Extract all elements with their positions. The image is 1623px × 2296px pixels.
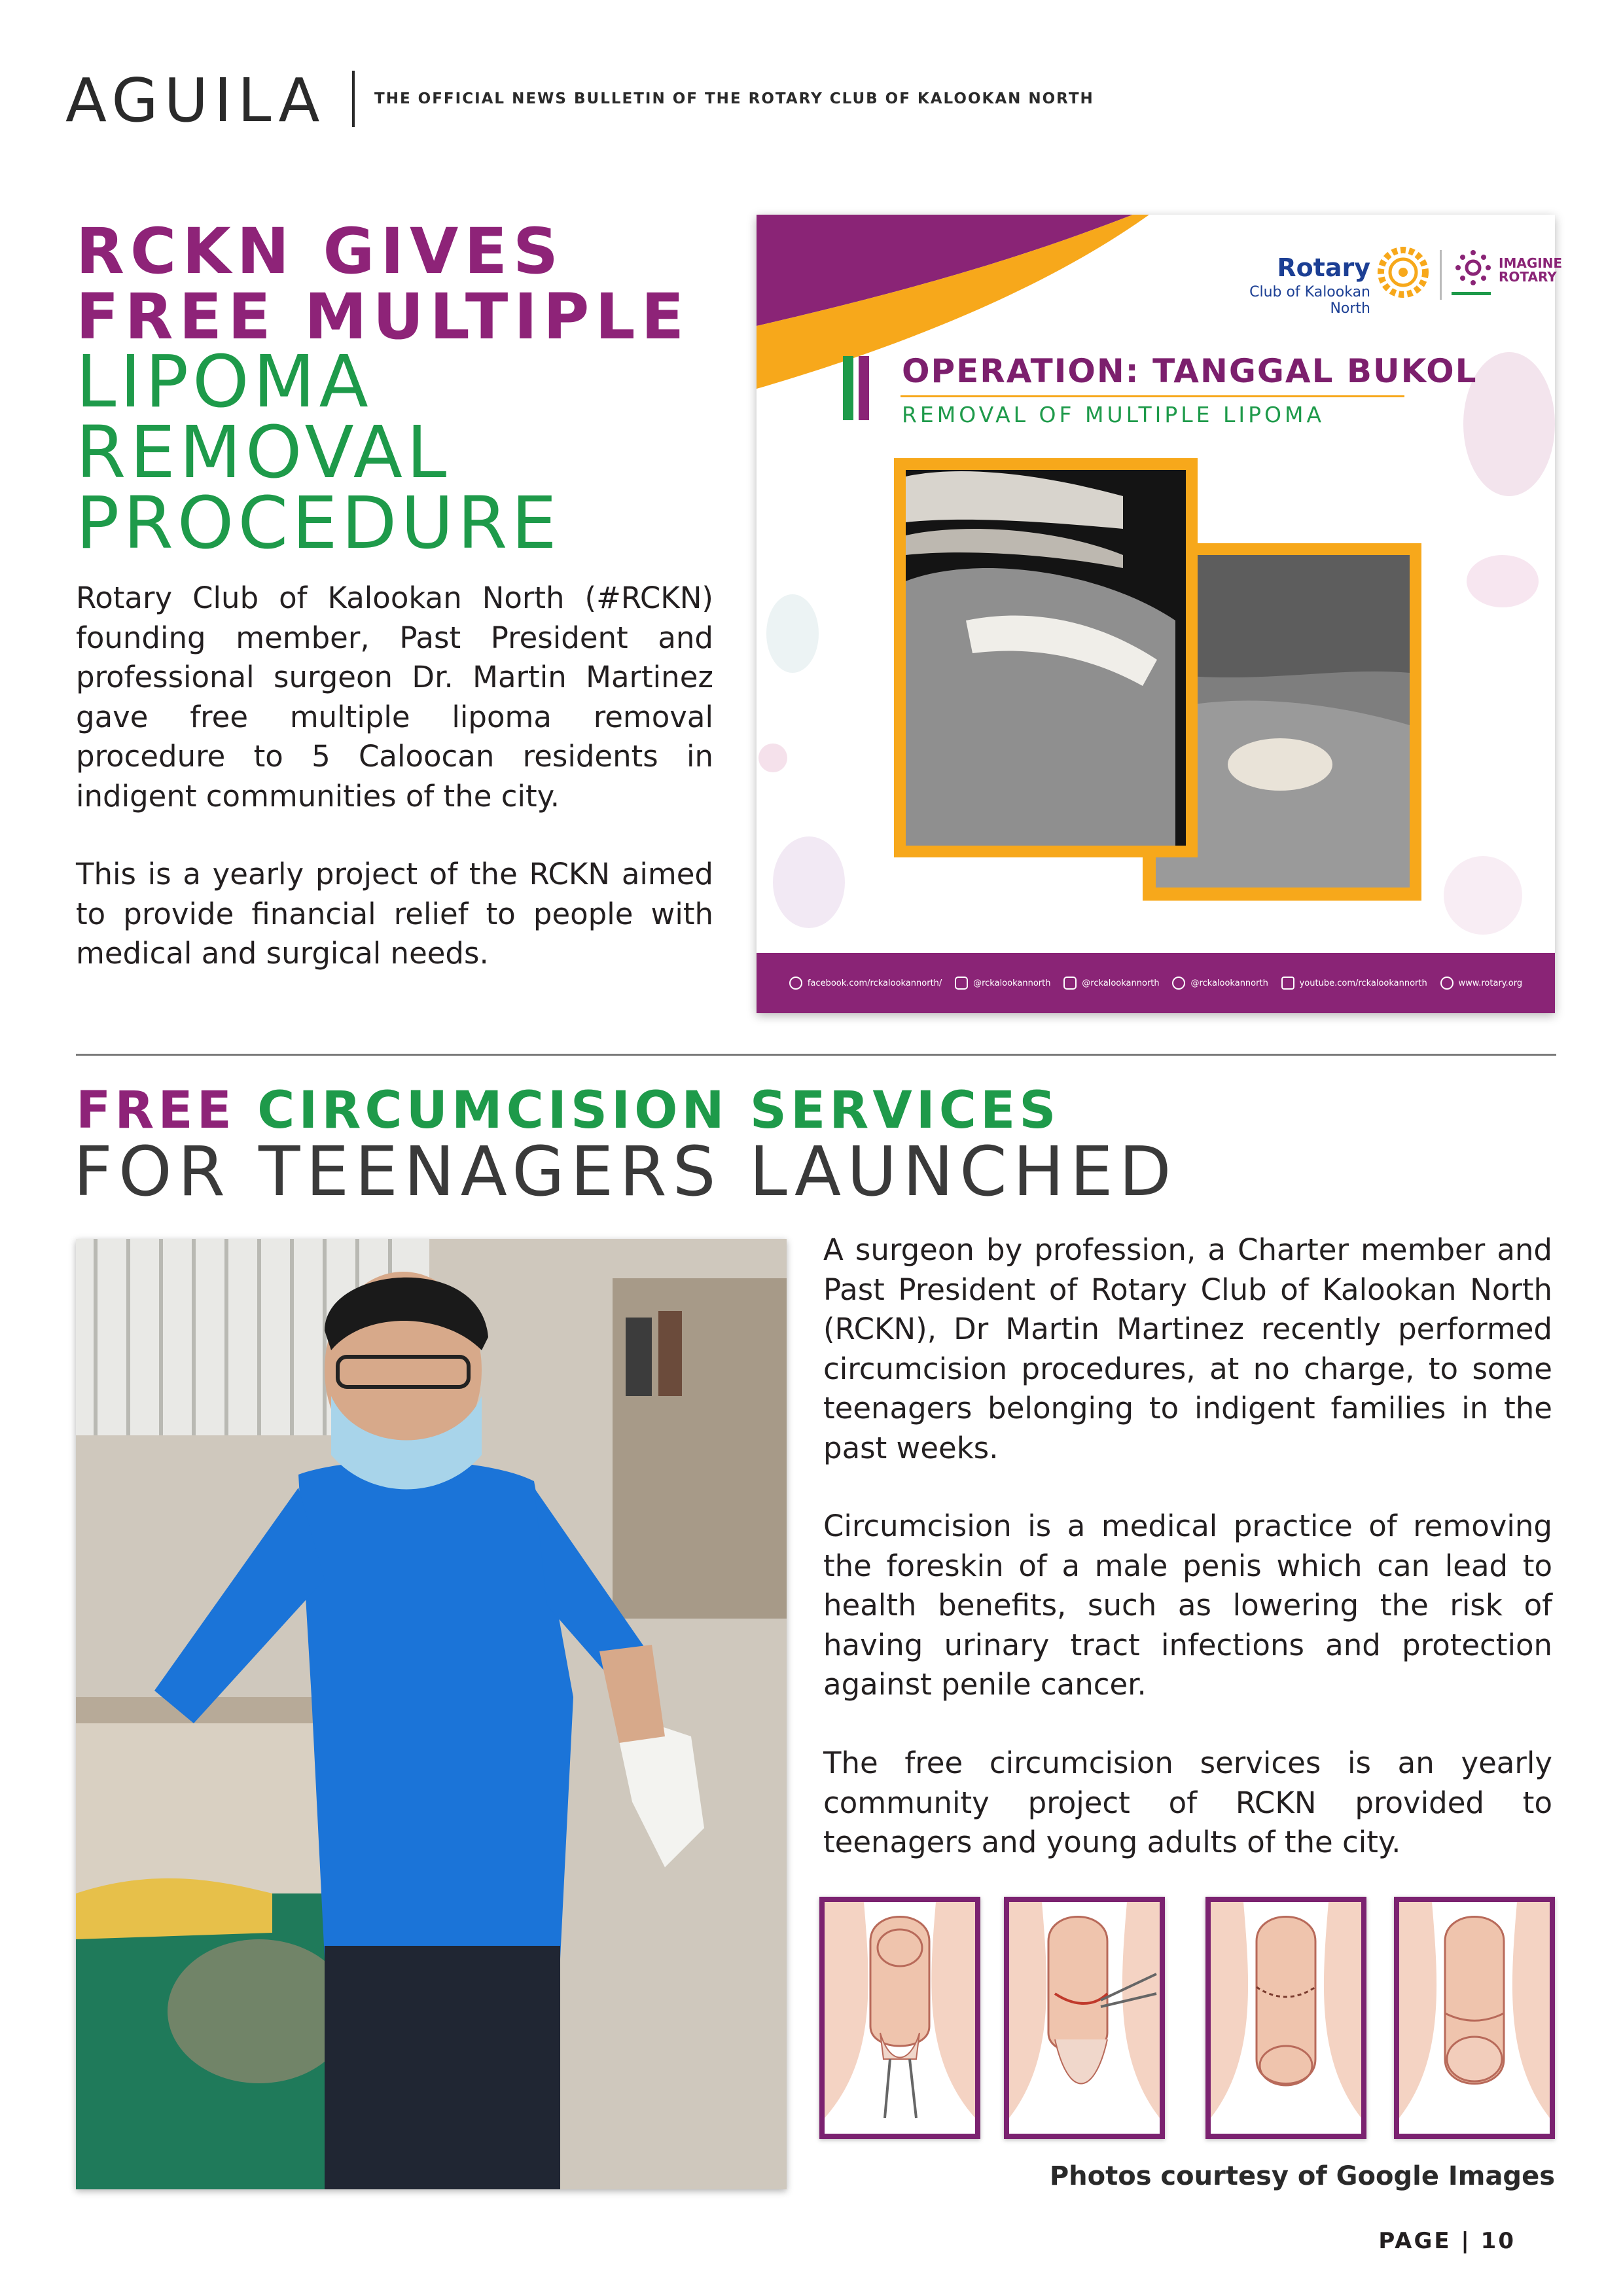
rotary-wordmark: Rotary <box>1277 253 1370 282</box>
masthead-tagline: THE OFFICIAL NEWS BULLETIN OF THE ROTARY CLUB OF KALOOKAN NORTH <box>374 90 1094 107</box>
globe-icon <box>1440 977 1454 990</box>
circumcision-step-2 <box>1004 1897 1165 2139</box>
facebook-icon <box>789 977 802 990</box>
circumcision-step-1 <box>819 1897 980 2139</box>
article1-paragraph2: This is a yearly project of the RCKN aimed to provide financial relief to people with medical and surgical needs. <box>76 857 713 971</box>
article2-paragraph3: The free circumcision services is an yearly community project of RCKN provided to teenagers and young adults of the city. <box>823 1746 1552 1859</box>
circumcision-step-4 <box>1394 1897 1555 2139</box>
imagine-line2: ROTARY <box>1499 269 1557 285</box>
article1-headline-line3: LIPOMA <box>76 340 372 423</box>
step-3-illustration <box>1211 1902 1361 2134</box>
headline-word-free: FREE <box>76 1081 236 1140</box>
step-4-illustration <box>1399 1902 1550 2134</box>
article2-headline-line1 <box>76 1081 1060 1140</box>
footer-link-text: www.rotary.org <box>1458 978 1523 988</box>
section-divider <box>76 1054 1556 1056</box>
circumcision-step-3 <box>1205 1897 1366 2139</box>
instagram-icon <box>955 977 968 990</box>
article2-headline-line2: FOR TEENAGERS LAUNCHED <box>73 1132 1177 1211</box>
operation-poster <box>757 215 1563 1013</box>
footer-link-text: @rckalookannorth <box>1082 978 1160 988</box>
instagram-icon <box>1063 977 1077 990</box>
poster-footer-instagram <box>955 977 1050 990</box>
twitter-icon <box>1172 977 1185 990</box>
poster-footer-youtube <box>1281 977 1427 990</box>
article2-paragraph1: A surgeon by profession, a Charter member and Past President of Rotary Club of Kalookan North (RCKN), Dr Martin Martinez recently performed circumcision procedures, at no charge, to some teenagers belonging to indigent families in the past weeks. <box>823 1232 1552 1465</box>
rotary-club-name: Club of Kalookan North <box>1249 284 1370 317</box>
youtube-icon <box>1281 977 1294 990</box>
footer-link-text: facebook.com/rckalookannorth/ <box>807 978 942 988</box>
footer-link-text: @rckalookannorth <box>973 978 1051 988</box>
headline-word-circumcision: CIRCUMCISION SERVICES <box>257 1081 1060 1140</box>
page-number: PAGE | 10 <box>1378 2228 1516 2254</box>
article1-headline-line1: RCKN GIVES <box>76 215 565 288</box>
doctor-photo-illustration <box>76 1239 787 2189</box>
step-2-illustration <box>1009 1902 1160 2134</box>
imagine-rotary-text <box>1499 257 1562 284</box>
photo-credit: Photos courtesy of Google Images <box>1049 2161 1555 2191</box>
poster-footer <box>757 953 1555 1013</box>
article1-headline-line2: FREE MULTIPLE <box>76 280 690 353</box>
brand-logo: AGUILA <box>65 65 326 135</box>
poster-footer-twitter <box>1172 977 1268 990</box>
rotary-wheel-icon <box>1376 245 1431 300</box>
imagine-rotary-icon <box>1452 246 1495 289</box>
article1-paragraph1: Rotary Club of Kalookan North (#RCKN) founding member, Past President and professional surgeon Dr. Martin Martinez gave free multiple lipoma removal procedure to 5 Caloocan residents in indigent communities of the city. <box>76 581 713 814</box>
footer-link-text: @rckalookannorth <box>1190 978 1268 988</box>
poster-background-art <box>757 215 1555 953</box>
poster-footer-facebook <box>789 977 942 990</box>
article2-paragraph2: Circumcision is a medical practice of removing the foreskin of a male penis which can lead to health benefits, such as lowering the risk of having urinary tract infections and protection against penile cancer. <box>823 1509 1552 1702</box>
article1-headline-line5: PROCEDURE <box>76 481 561 565</box>
rotary-club-logo <box>1225 255 1370 317</box>
imagine-line1: IMAGINE <box>1499 255 1563 271</box>
poster-subtitle: REMOVAL OF MULTIPLE LIPOMA <box>902 402 1325 427</box>
footer-link-text: youtube.com/rckalookannorth <box>1299 978 1427 988</box>
poster-title: OPERATION: TANGGAL BUKOL <box>902 352 1478 390</box>
masthead-divider <box>352 71 355 127</box>
imagine-underline <box>1452 292 1491 295</box>
doctor-photo <box>76 1239 787 2189</box>
poster-footer-instagram-2 <box>1063 977 1159 990</box>
step-1-illustration <box>825 1902 975 2134</box>
article1-headline-line4: REMOVAL <box>76 410 451 494</box>
logo-divider <box>1440 250 1442 300</box>
poster-footer-website <box>1440 977 1523 990</box>
